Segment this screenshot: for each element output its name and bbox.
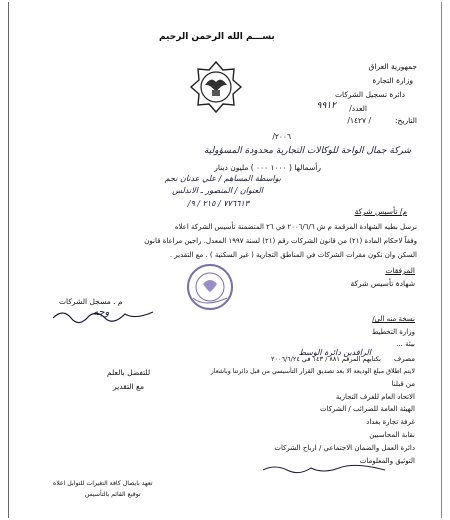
cc-item-chambers-union: الاتحاد العام للغرف التجارية [335,393,415,401]
date-value: / ١٤٢٧/ [347,116,371,125]
company-via-line: بواسطة المساهم / علي عدنان نجم [164,174,281,183]
date-label: التاريخ: [395,116,417,125]
basmala: بســـم الله الرحمن الرحيم [159,32,275,42]
cc-item-tax: الهيئة العامة للضرائب / الشركات [319,405,415,413]
eagle-emblem-icon [189,60,243,114]
document-sheet [8,2,442,518]
signature-scribble [49,304,159,326]
cc-bank-ref: بكتابهم المرقم ٨٨١ / ١٤٣ في ٢٠٠٦/٦/٢٤ [271,355,381,363]
header-ministry: وزارة التجارة [372,76,413,85]
company-capital-line: رأسمالها ( ١٠٠٠ ٠٠٠ ) مليون دينار [214,163,321,172]
footer-founder-signature: توقيع القائم بالتأسيس [85,491,141,498]
left-for-information: للتفضل بالعلم [107,368,151,377]
subject: م/ تأسيس شركة [354,207,407,216]
date-year: ٢٠٠٦/ [272,132,291,141]
number-value: ٩٩١٢ [316,101,336,111]
cc-from-us: من قبلنا [391,380,415,388]
company-address-line: العنوان / المنصور ـ الاندلس [172,186,263,195]
cc-scribble [259,462,389,476]
cc-item-planning: وزارة التخطيط [371,328,415,336]
cc-heading: نسخة منه الى/ [372,315,415,323]
cc-item-environment: بيئة ... [396,340,415,348]
cc-item-baghdad-chamber: غرفة تجارة بغداد [366,418,415,426]
signature-title: م . مسجل الشركات [59,297,123,306]
cc-item-labor: دائرة العمل والضمان الاجتماعي / ارباح الشركات [274,444,415,452]
cc-deposit-note: لايتم اطلاق مبلغ الوديعة الا بعد تصديق القرار التأسيسي من قبل دائرتنا وباشعار [210,368,415,375]
left-with-regards: مع التقدير [113,382,144,391]
body-line-2: وفقاً لاحكام المادة (٢١) من قانون الشركات رقم (٢١) لسنة ١٩٩٧ المعدل. راجين مراعاة قانون [144,237,417,245]
cc-bank-handwritten: الرافدين دائرة الوسط [298,348,371,357]
official-seal-stamp [185,262,235,312]
company-name-line: شركة جمال الواحة للوكالات التجارية محدودة المسؤولية [204,146,411,156]
number-label: العدد/ [349,104,367,113]
attachments-item: شهادة تأسيس شركة [350,279,415,288]
body-line-3: السكن وان تكون مقرات الشركات في المناطق التجارية ( غير السكنية ) . مع التقدير . [169,251,417,259]
header-department: دائرة تسجيل الشركات [334,90,405,99]
cc-item-accountants: نقابة المحاسبين [369,431,415,439]
company-phone-line: ٧٧٦٦١٣ / ٢١٥ / ٩/ [187,199,249,208]
body-line-1: نرسل بطيه الشهادة المرقمة م ش ٢٠٠٦/٦/٦ في ٢٦ المتضمنة تأسيس الشركة اعلاه [174,223,417,231]
cc-item-bank: مصرف [394,355,415,363]
attachments-label: المرفقات [385,266,415,275]
cc-item-documentation: التوثيق والمعلومات [359,457,415,465]
signature-handwritten: وجه [93,307,110,318]
header-country: جمهورية العراق [368,62,417,71]
footer-undertaking: تعهد بايصال كافة التغيرات للتوابل اعلاه [53,480,153,487]
